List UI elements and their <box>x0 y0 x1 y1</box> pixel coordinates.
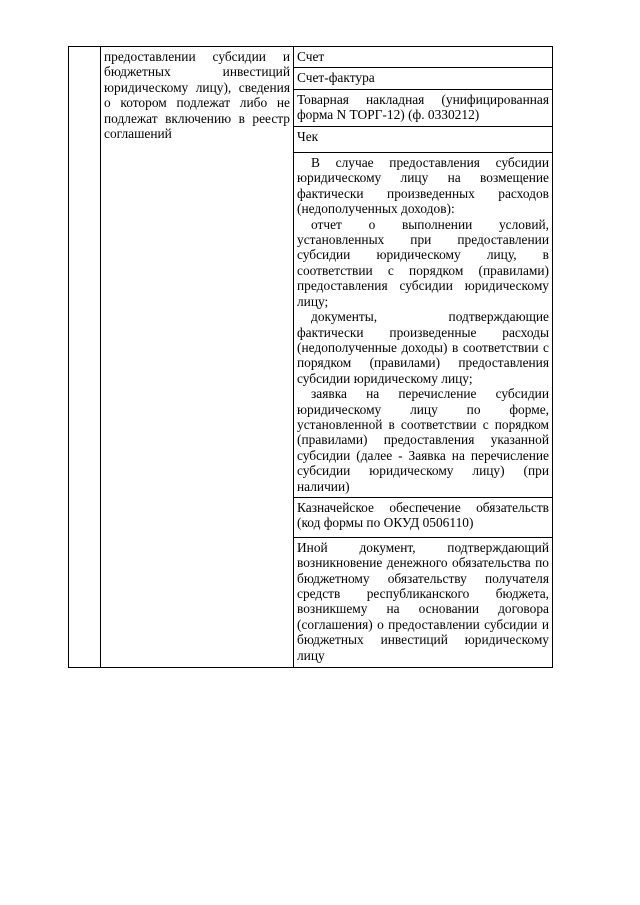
other-document-text: Иной документ, подтверждающий возникновение денежного обязательства по бюджетному обязательству получателя средств республиканского бюджета, возникшему на основании договора (соглашения) о предоставлении субсидии и бюджетных инвестиций юридическому лицу <box>297 539 549 663</box>
waybill-text: Товарная накладная (унифицированная форма N ТОРГ-12) (ф. 0330212) <box>297 91 549 123</box>
subsidy-item-3-text: заявка на перечисление субсидии юридическому лицу по форме, установленной в соответствии с порядком (правилами) предоставления указанной субсидии (далее - Заявка на перечисление субсидии юридическому лицу) (при наличии) <box>297 386 549 494</box>
document-cell-treasury <box>294 497 553 537</box>
document-cell-subsidy <box>294 153 553 498</box>
subsidy-intro-text: В случае предоставления субсидии юридическому лицу на возмещение фактически произведенных расходов (недополученных доходов): <box>297 155 549 217</box>
document-cell-invoice <box>294 47 553 68</box>
number-cell <box>69 47 101 668</box>
document-cell-waybill <box>294 89 553 126</box>
row-description: предоставлении субсидии и бюджетных инвестиций юридическому лицу), сведения о котором подлежат либо не подлежат включению в реестр соглашений <box>104 49 290 142</box>
document-cell-receipt <box>294 126 553 152</box>
subsidy-item-2-text: документы, подтверждающие фактически произведенные расходы (недополученные доходы) в соответствии с порядком (правилами) предоставления субсидии юридическому лицу; <box>297 309 549 386</box>
table-row <box>69 47 553 68</box>
documents-table <box>68 46 553 668</box>
receipt-text: Чек <box>297 128 319 144</box>
invoice-text: Счет <box>297 49 325 64</box>
description-cell <box>101 47 294 668</box>
subsidy-item-1-text: отчет о выполнении условий, установленных при предоставлении субсидии юридическому лицу, в соответствии с порядком (правилами) предоставления субсидии юридическому лицу; <box>297 216 549 309</box>
treasury-text: Казначейское обеспечение обязательств (код формы по ОКУД 0506110) <box>297 499 549 531</box>
document-cell-vat-invoice <box>294 68 553 89</box>
document-cell-other <box>294 537 553 667</box>
vat-invoice-text: Счет-фактура <box>297 70 375 86</box>
